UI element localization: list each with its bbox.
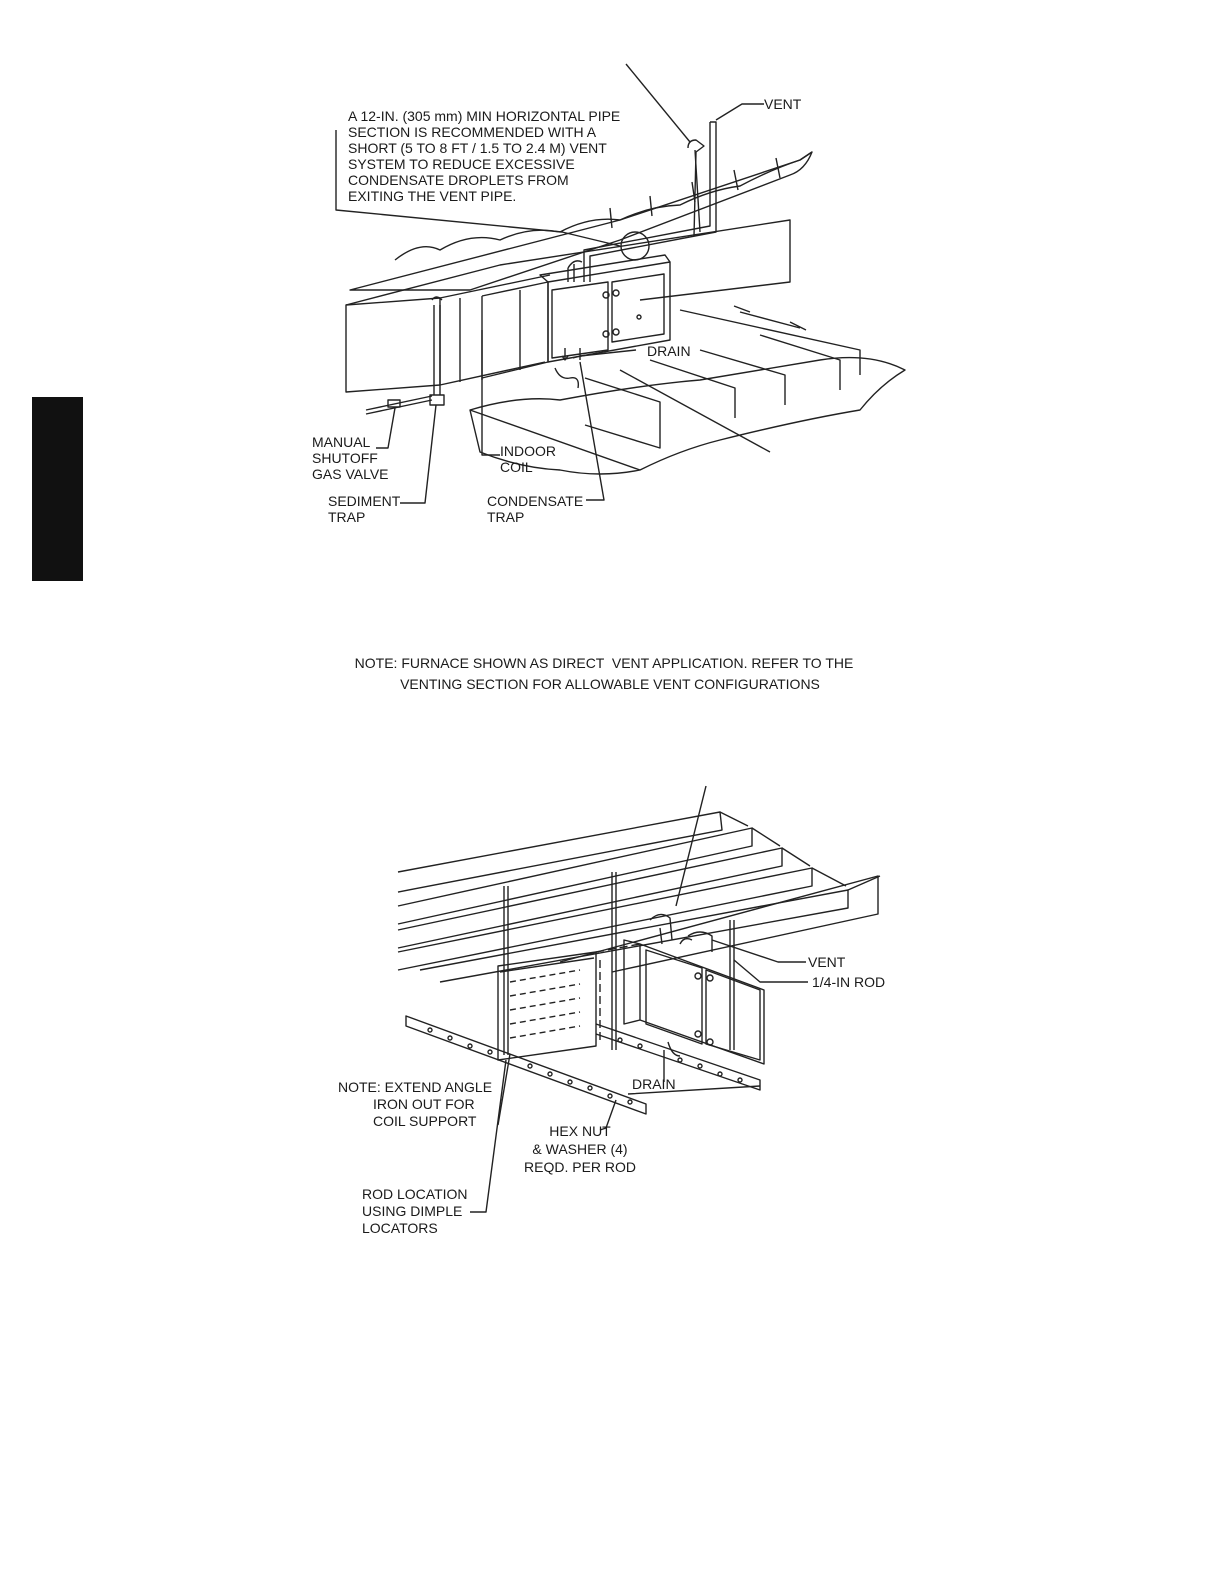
- leader-rod: [734, 960, 808, 982]
- leader-angle-iron: [498, 1054, 510, 1125]
- leader-vent-2: [712, 940, 806, 962]
- callout-drain: DRAIN: [647, 343, 691, 359]
- callout-sediment-trap: SEDIMENT TRAP: [328, 493, 401, 525]
- leader-vent-2-top: [676, 786, 706, 906]
- callout-gas-valve: MANUAL SHUTOFF GAS VALVE: [312, 434, 389, 482]
- callout-condensate-trap: CONDENSATE TRAP: [487, 493, 584, 525]
- callout-angle-iron: NOTE: EXTEND ANGLE IRON OUT FOR COIL SUPPORT: [338, 1079, 493, 1129]
- callout-hex-nut: HEX NUT & WASHER (4) REQD. PER ROD: [524, 1123, 637, 1175]
- hanging-rod-mid: [612, 872, 616, 1050]
- callout-rod: 1/4-IN ROD: [812, 974, 886, 990]
- callout-vent: VENT: [764, 96, 802, 112]
- callout-indoor-coil: INDOOR COIL: [500, 443, 556, 475]
- callout-rod-location: ROD LOCATION USING DIMPLE LOCATORS: [362, 1186, 468, 1236]
- ceiling-joists: [398, 812, 722, 892]
- figure-note-line-2: VENTING SECTION FOR ALLOWABLE VENT CONFIGURATIONS: [400, 676, 820, 692]
- hanging-rod-right: [730, 920, 734, 1050]
- callout-drain-2: DRAIN: [632, 1076, 676, 1092]
- figure-note-line-1: NOTE: FURNACE SHOWN AS DIRECT VENT APPLICATION. REFER TO THE: [354, 655, 854, 671]
- callout-horizontal-pipe: A 12-IN. (305 mm) MIN HORIZONTAL PIPE SECTION IS RECOMMENDED WITH A SHORT (5 TO 8 FT / 1.5 TO 2.4 M) VENT SYSTEM TO REDUCE EXCESSIVE CONDENSATE DROPLETS FROM EXITING THE VENT PIPE.: [348, 108, 621, 204]
- callout-vent-2: VENT: [808, 954, 846, 970]
